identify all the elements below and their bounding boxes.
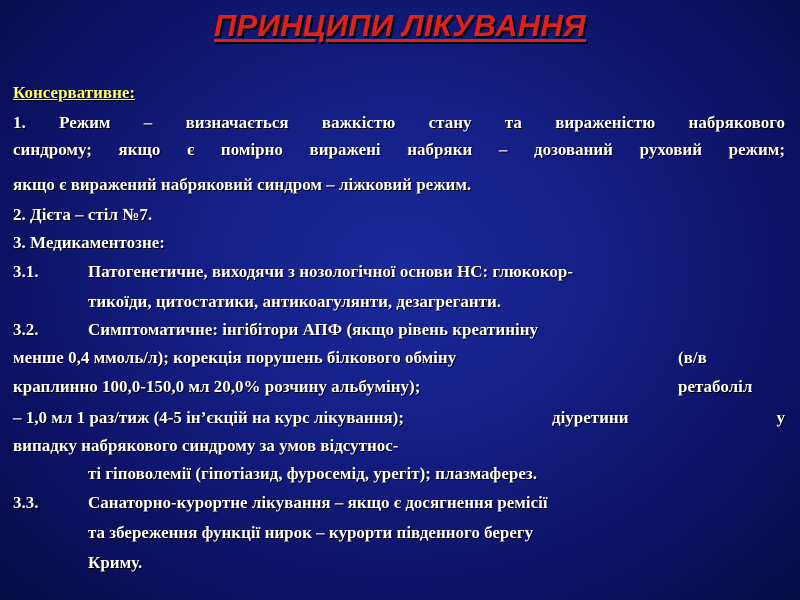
item-1-line-2 (13, 140, 785, 160)
item-3-2-line-4-diuretics: діуретини (551, 408, 629, 427)
item-3-2-line-3-tail: ретаболіл (678, 377, 753, 396)
item-3-3-line-2: та збереження функції нирок – курорти південного берегу (88, 523, 534, 542)
slide-title: ПРИНЦИПИ ЛІКУВАННЯ (213, 8, 587, 43)
item-3-3-line-3: Криму. (88, 553, 143, 572)
item-3-2-line-3: краплинно 100,0-150,0 мл 20,0% розчину альбуміну); (13, 377, 421, 396)
item-3-2-number: 3.2. (13, 320, 39, 339)
item-3-2-line-6: ті гіповолемії (гіпотіазид, фуросемід, урегіт); плазмаферез. (88, 464, 537, 483)
item-3: 3. Медикаментозне: (13, 233, 165, 252)
item-3-3-line-1: Санаторно-курортне лікування – якщо є досягнення ремісії (88, 493, 548, 512)
item-3-2-line-4-main: – 1,0 мл 1 раз/тиж (4-5 ін’єкцій на курс лікування); (13, 408, 405, 427)
item-2: 2. Дієта – стіл №7. (13, 205, 153, 224)
item-1-line-2-text: синдрому; якщо є помірно виражені набряки – дозований руховий режим; (13, 140, 785, 159)
item-3-2-line-2-tail: (в/в (678, 348, 707, 367)
item-3-1-line-1: Патогенетичне, виходячи з нозологічної основи НС: глюкокор- (88, 262, 574, 281)
item-3-2-line-4-end: у (776, 408, 785, 427)
item-1-line-1 (13, 113, 785, 133)
item-1-line-3: якщо є виражений набряковий синдром – ліжковий режим. (13, 175, 472, 194)
item-3-2-line-2: менше 0,4 ммоль/л); корекція порушень білкового обміну (13, 348, 457, 367)
item-3-1-number: 3.1. (13, 262, 39, 281)
item-3-2-line-1: Симптоматичне: інгібітори АПФ (якщо рівень креатиніну (88, 320, 539, 339)
item-1-line-1-text: 1. Режим – визначається важкістю стану та вираженістю набрякового (13, 113, 785, 132)
item-3-2-line-4 (13, 408, 785, 428)
item-3-1-line-2: тикоїди, цитостатики, антикоагулянти, дезагреганти. (88, 292, 502, 311)
section-heading: Консервативне: (13, 83, 136, 102)
item-3-3-number: 3.3. (13, 493, 39, 512)
item-3-2-line-5: випадку набрякового синдрому за умов відсутнос- (13, 436, 399, 455)
